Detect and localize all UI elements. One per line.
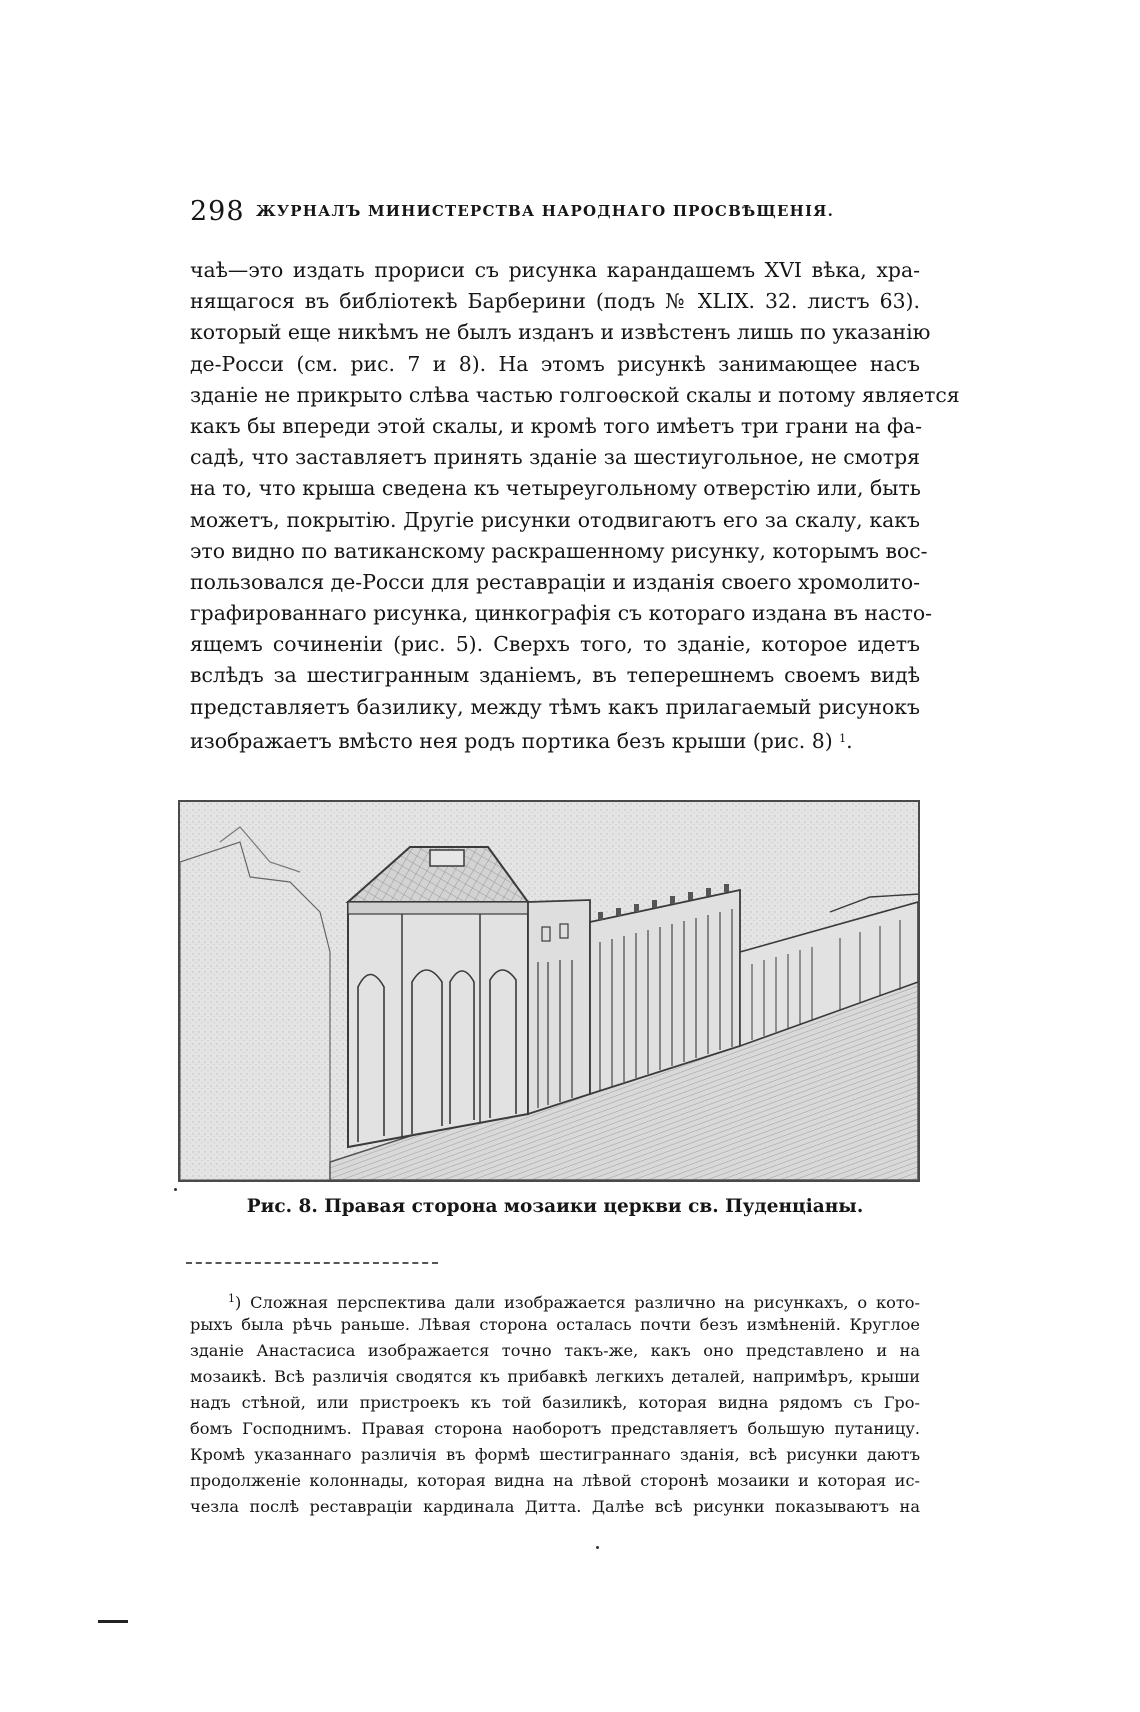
footnote-line: продолженіе колоннады, которая видна на лѣвой сторонѣ мозаики и которая ис- [190, 1471, 920, 1490]
footnote-line-first: $^1$) Сложная перспектива дали изображается различно на рисункахъ, о кото- [228, 1292, 920, 1312]
print-speck [174, 1188, 177, 1191]
footnote-line: чезла послѣ реставраціи кардинала Дитта. Далѣе всѣ рисунки показываютъ на [190, 1497, 920, 1516]
body-line: это видно по ватиканскому раскрашенному рисунку, которымъ вос- [190, 538, 928, 563]
body-line: ящемъ сочиненіи (рис. 5). Сверхъ того, то зданіе, которое идетъ [190, 632, 920, 657]
body-line: пользовался де-Росси для реставраціи и изданія своего хромолито- [190, 569, 920, 594]
footnote-line: надъ стѣной, или пристроекъ къ той базиликѣ, которая видна рядомъ съ Гро- [190, 1393, 920, 1412]
mosaic-illustration [180, 802, 918, 1180]
running-title: ЖУРНАЛЪ МИНИСТЕРСТВА НАРОДНАГО ПРОСВѢЩЕНІЯ. [256, 202, 835, 220]
body-line: вслѣдъ за шестигранным зданіемъ, въ теперешнемъ своемъ видѣ [190, 663, 920, 688]
body-line: чаѣ—это издать прориси съ рисунка карандашемъ XVI вѣка, хра- [190, 258, 920, 282]
body-line: нящагося въ библіотекѣ Барберини (подъ № XLIX. 32. листъ 63). [190, 289, 920, 314]
footnote-line: зданіе Анастасиса изображается точно такъ-же, какъ оно представлено и на [190, 1341, 920, 1360]
footnote-reference[interactable]: 1 [839, 731, 847, 745]
footnote-line: рыхъ была рѣчь раньше. Лѣвая сторона осталась почти безъ измѣненій. Круглое [190, 1315, 920, 1334]
hexagonal-building-facade [348, 902, 528, 1147]
footnote-line: бомъ Господнимъ. Правая сторона наоборотъ представляетъ большую путаницу. [190, 1419, 920, 1438]
body-line: графированнаго рисунка, цинкографія съ котораго издана въ насто- [190, 601, 933, 626]
footnote-separator [186, 1262, 438, 1264]
figure-caption: Рис. 8. Правая сторона мозаики церкви св. Пуденціаны. [246, 1196, 864, 1217]
print-speck [596, 1546, 599, 1549]
body-line: де-Росси (см. рис. 7 и 8). На этомъ рисункѣ занимающее насъ [190, 351, 920, 376]
body-line-last [190, 723, 920, 754]
footnote-marker: 1 [228, 1292, 235, 1305]
body-line: представляетъ базилику, между тѣмъ какъ прилагаемый рисунокъ [190, 694, 920, 719]
body-line: зданіе не прикрыто слѣва частью голгоѳской скалы и потому является [190, 382, 960, 407]
body-line: на то, что крыша сведена къ четыреугольному отверстію или, быть [190, 476, 921, 501]
footnote-line: мозаикѣ. Всѣ различія сводятся къ прибавкѣ легкихъ деталей, напримѣръ, крыши [190, 1367, 920, 1386]
body-line: садѣ, что заставляетъ принять зданіе за шестиугольное, не смотря [190, 445, 920, 470]
margin-mark [98, 1620, 128, 1623]
body-line-text: изображаетъ вмѣсто нея родъ портика безъ крыши (рис. 8) [190, 728, 833, 753]
cornice [348, 902, 528, 914]
body-line: какъ бы впереди этой скалы, и кромѣ того имѣетъ три грани на фа- [190, 413, 923, 438]
footnote [190, 1286, 920, 1520]
body-end-punct: . [846, 728, 853, 753]
roof-opening [430, 850, 464, 866]
page-number: 298 [190, 196, 245, 227]
footnote-line: Кромѣ указаннаго различія въ формѣ шестиграннаго зданія, всѣ рисунки даютъ [190, 1445, 920, 1464]
page-header [190, 196, 920, 236]
footnote-line-text: Сложная перспектива дали изображается различно на рисункахъ, о кото- [250, 1293, 920, 1312]
body-line: можетъ, покрытію. Другіе рисунки отодвигаютъ его за скалу, какъ [190, 507, 920, 532]
adjacent-building [528, 900, 590, 1114]
body-line: который еще никѣмъ не былъ изданъ и извѣстенъ лишь по указанію [190, 320, 931, 345]
figure-mosaic-drawing [178, 800, 920, 1182]
body-text [190, 255, 960, 754]
